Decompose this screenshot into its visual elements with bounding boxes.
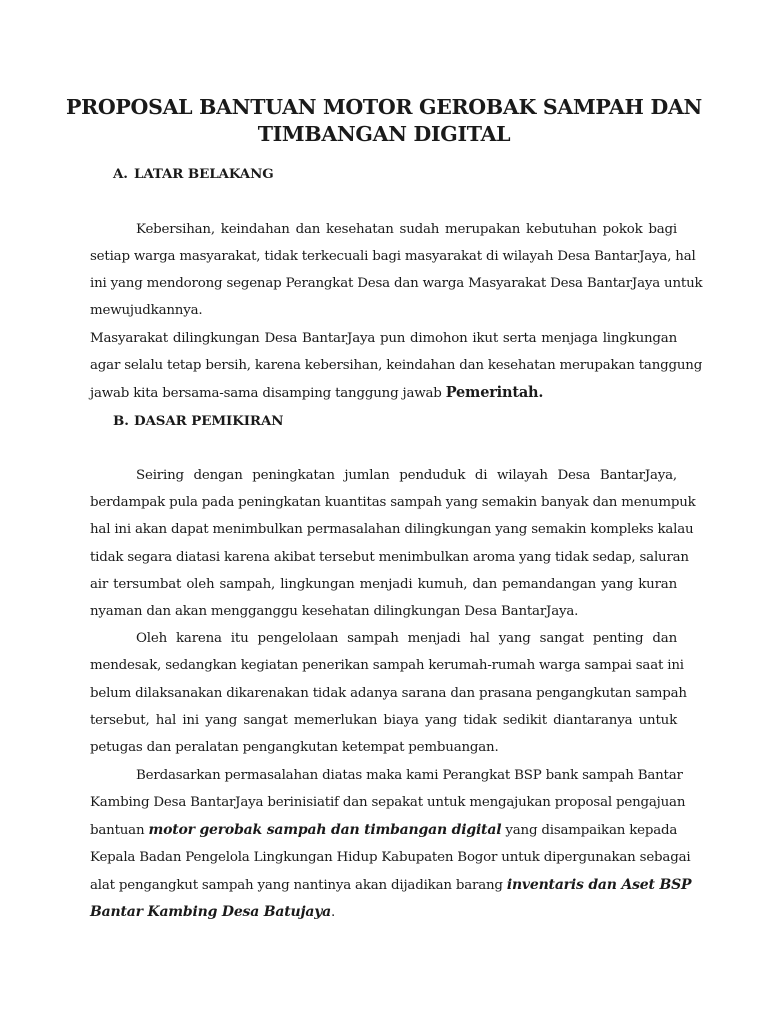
emphasis-text: inventaris dan Aset BSP [506,877,692,893]
section-label: DASAR PEMIKIRAN [134,413,284,429]
title-line-1: PROPOSAL BANTUAN MOTOR GEROBAK SAMPAH DAN [65,95,702,119]
emphasis-text: motor gerobak sampah dan timbangan digital [148,822,502,838]
paragraph-line: tidak segara diatasi karena akibat tersebut menimbulkan aroma yang tidak sedap, saluran [90,550,689,565]
section-heading-dasar-pemikiran [113,413,283,429]
text-run: alat pengangkut sampah yang nantinya akan dijadikan barang [90,878,507,893]
paragraph-line: Seiring dengan peningkatan jumlan penduduk di wilayah Desa BantarJaya, [136,468,677,483]
paragraph-line: Kambing Desa BantarJaya berinisiatif dan sepakat untuk mengajukan proposal pengajuan [90,795,686,810]
paragraph-line: Masyarakat dilingkungan Desa BantarJaya pun dimohon ikut serta menjaga lingkungan [90,331,677,346]
title-line-2: TIMBANGAN DIGITAL [257,122,511,146]
paragraph-line: belum dilaksanakan dikarenakan tidak adanya sarana dan prasana pengangkutan sampah [90,686,687,701]
paragraph-line: hal ini akan dapat menimbulkan permasalahan dilingkungan yang semakin kompleks kalau [90,522,694,537]
paragraph-line: Oleh karena itu pengelolaan sampah menjadi hal yang sangat penting dan [136,631,677,646]
paragraph-line: air tersumbat oleh sampah, lingkungan menjadi kumuh, dan pemandangan yang kuran [90,577,677,592]
section-letter: A. [113,166,128,182]
paragraph-line: Kepala Badan Pengelola Lingkungan Hidup Kabupaten Bogor untuk dipergunakan sebagai [90,850,691,865]
paragraph-line: agar selalu tetap bersih, karena kebersihan, keindahan dan kesehatan merupakan tanggung [90,358,703,373]
paragraph-line [90,876,692,894]
text-run: yang disampaikan kepada [501,823,678,838]
section-letter: B. [113,413,129,429]
paragraph-line: Berdasarkan permasalahan diatas maka kami Perangkat BSP bank sampah Bantar [136,768,683,783]
paragraph-line: tersebut, hal ini yang sangat memerlukan biaya yang tidak sedikit diantaranya untuk [90,713,677,728]
paragraph-line: nyaman dan akan mengganggu kesehatan dilingkungan Desa BantarJaya. [90,604,579,619]
section-label: LATAR BELAKANG [134,166,274,182]
text-run: bantuan [90,823,149,838]
paragraph-line: petugas dan peralatan pengangkutan ketempat pembuangan. [90,740,499,755]
paragraph-line [90,821,677,839]
text-run: . [331,905,336,920]
paragraph-line: ini yang mendorong segenap Perangkat Desa dan warga Masyarakat Desa BantarJaya untuk [90,276,703,291]
paragraph-line: Kebersihan, keindahan dan kesehatan sudah merupakan kebutuhan pokok bagi [136,222,677,237]
emphasis-text: Bantar Kambing Desa Batujaya [90,904,332,920]
paragraph-line: setiap warga masyarakat, tidak terkecuali bagi masyarakat di wilayah Desa BantarJaya, hal [90,249,696,264]
page-title [60,94,708,148]
section-heading-latar-belakang [113,166,274,182]
paragraph-line: berdampak pula pada peningkatan kuantitas sampah yang semakin banyak dan menumpuk [90,495,696,510]
paragraph-line [90,903,677,921]
paragraph-line: mendesak, sedangkan kegiatan penerikan sampah kerumah-rumah warga sampai saat ini [90,658,684,673]
emphasis-text: Pemerintah. [445,384,544,401]
paragraph-line: mewujudkannya. [90,303,203,318]
text-run: jawab kita bersama-sama disamping tanggung jawab [90,386,446,401]
paragraph-line [90,384,677,402]
